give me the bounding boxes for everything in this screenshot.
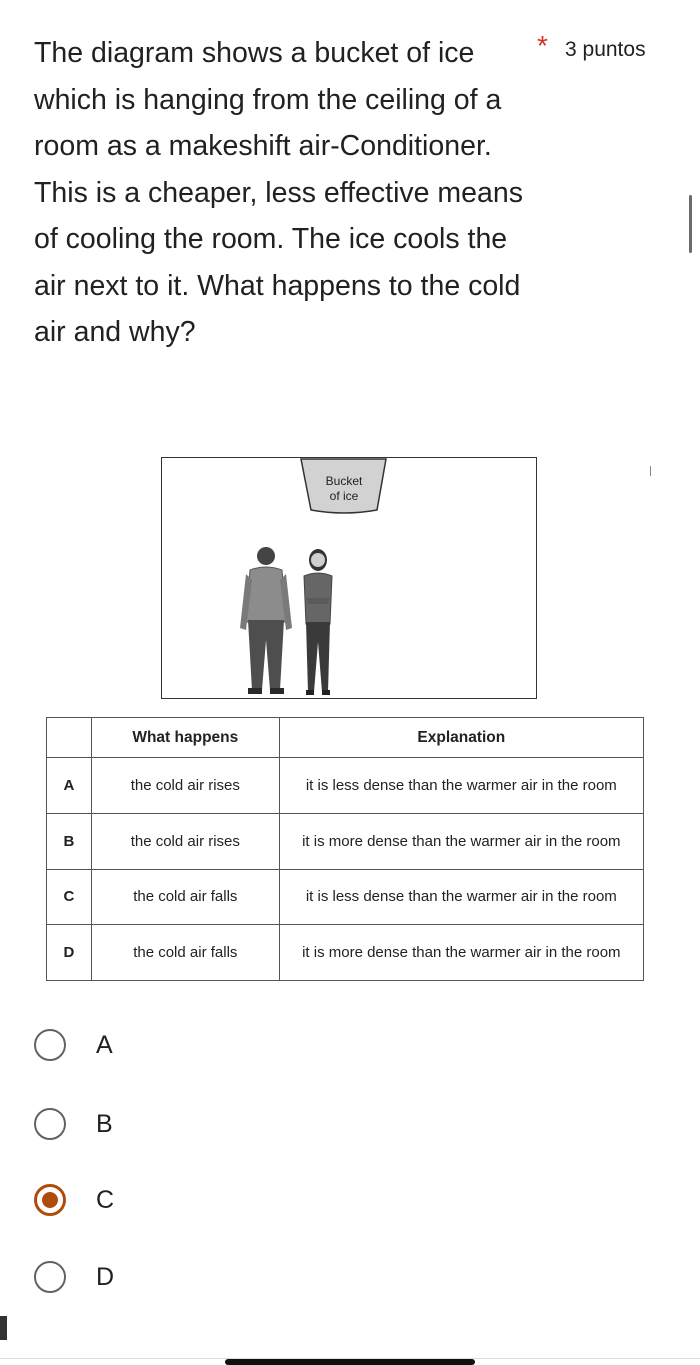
- table-row: [47, 813, 644, 869]
- required-star: *: [537, 30, 548, 61]
- option-c[interactable]: [34, 1180, 334, 1220]
- row-what-happens: the cold air rises: [91, 758, 279, 814]
- row-explanation: it is less dense than the warmer air in the room: [279, 758, 643, 814]
- header-what-happens: What happens: [91, 718, 279, 758]
- row-what-happens: the cold air falls: [91, 925, 279, 981]
- table-header-row: [47, 718, 644, 758]
- option-d[interactable]: [34, 1257, 334, 1297]
- table-row: [47, 925, 644, 981]
- radio-button-selected[interactable]: [34, 1184, 66, 1216]
- option-label: B: [96, 1109, 113, 1138]
- radio-button[interactable]: [34, 1108, 66, 1140]
- row-letter: D: [47, 925, 92, 981]
- table-row: [47, 869, 644, 925]
- answer-table: [46, 717, 644, 981]
- radio-button[interactable]: [34, 1261, 66, 1293]
- tick-mark: [650, 466, 651, 476]
- bucket-label-line2: of ice: [329, 489, 359, 503]
- header-explanation: Explanation: [279, 718, 643, 758]
- edge-marker: [0, 1316, 7, 1340]
- home-indicator[interactable]: [225, 1359, 475, 1365]
- row-explanation: it is more dense than the warmer air in the room: [279, 813, 643, 869]
- people-illustration: [236, 540, 356, 702]
- bucket-label-line1: Bucket: [325, 474, 363, 488]
- row-explanation: it is more dense than the warmer air in the room: [279, 925, 643, 981]
- points-label: 3 puntos: [565, 38, 646, 61]
- row-letter: C: [47, 869, 92, 925]
- option-b[interactable]: [34, 1104, 334, 1144]
- question-text: The diagram shows a bucket of ice which is hanging from the ceiling of a room as a makeshift air-Conditioner. This is a cheaper, less effective means of cooling the room. The ice cools the air next to it. What happens to the cold air and why?: [34, 37, 523, 348]
- table-row: [47, 758, 644, 814]
- row-explanation: it is less dense than the warmer air in the room: [279, 869, 643, 925]
- row-what-happens: the cold air falls: [91, 869, 279, 925]
- option-label: D: [96, 1262, 115, 1291]
- row-letter: A: [47, 758, 92, 814]
- header-letter: [47, 718, 92, 758]
- bucket-label: [308, 474, 380, 504]
- option-a[interactable]: [34, 1025, 334, 1065]
- option-label: A: [96, 1030, 113, 1059]
- row-letter: B: [47, 813, 92, 869]
- option-label: C: [96, 1185, 115, 1214]
- scrollbar-thumb[interactable]: [689, 195, 692, 253]
- woman-figure: [304, 549, 332, 695]
- radio-button[interactable]: [34, 1029, 66, 1061]
- man-figure: [240, 547, 292, 694]
- row-what-happens: the cold air rises: [91, 813, 279, 869]
